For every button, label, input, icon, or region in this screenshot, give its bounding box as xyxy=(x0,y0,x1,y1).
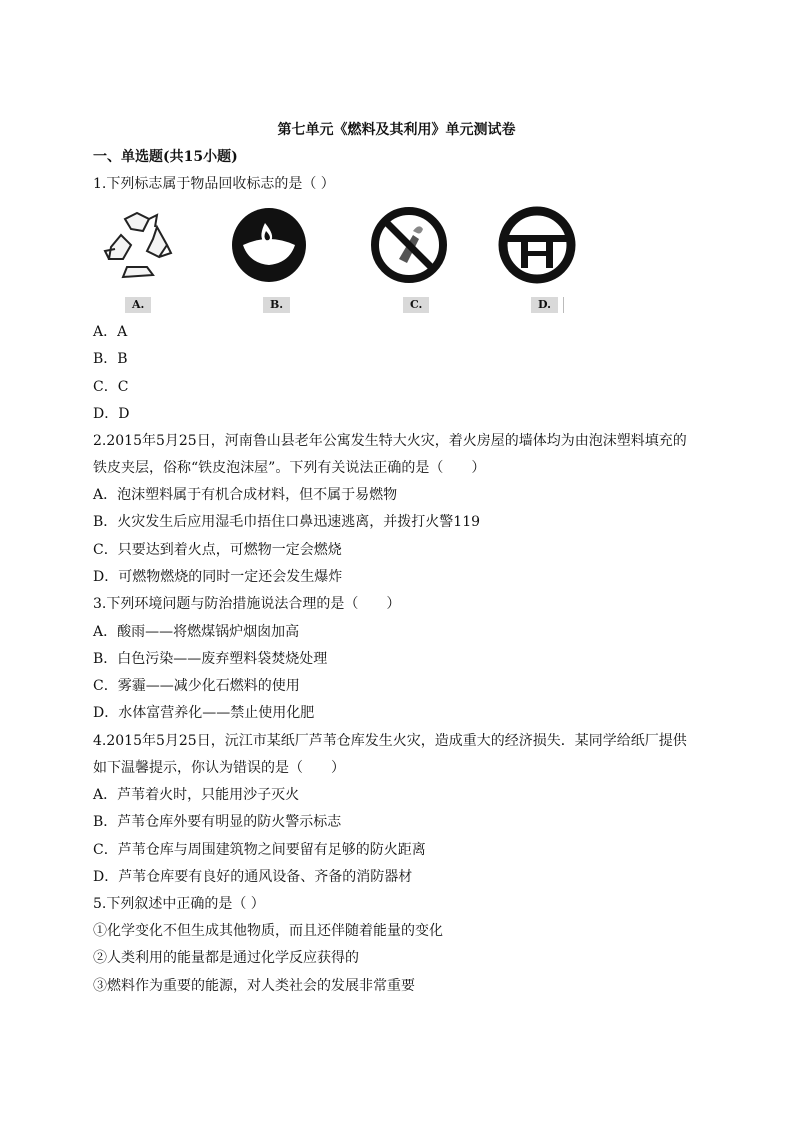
q3-stem: 3.下列环境问题与防治措施说法合理的是（ ） xyxy=(93,596,401,612)
q5-item-2: ②人类利用的能量都是通过化学反应获得的 xyxy=(93,950,359,966)
q4-option-b: B．芦苇仓库外要有明显的防火警示标志 xyxy=(93,814,342,830)
q5-item-3: ③燃料作为重要的能源，对人类社会的发展非常重要 xyxy=(93,978,415,994)
q1-option-b: B．B xyxy=(93,351,128,367)
q2-option-c: C．只要达到着火点，可燃物一定会燃烧 xyxy=(93,542,342,558)
caption-divider xyxy=(563,297,564,313)
q4-stem-line1: 4.2015年5月25日，沅江市某纸厂芦苇仓库发生火灾，造成重大的经济损失．某同学给纸厂提供 xyxy=(93,733,687,749)
q1-option-a: A．A xyxy=(93,324,128,340)
water-saving-icon xyxy=(229,205,309,285)
q2-option-d: D．可燃物燃烧的同时一定还会发生爆炸 xyxy=(93,569,343,585)
q3-option-d: D．水体富营养化——禁止使用化肥 xyxy=(93,705,315,721)
section-heading: 一、单选题(共15小题) xyxy=(93,149,238,165)
q2-option-a: A．泡沫塑料属于有机合成材料，但不属于易燃物 xyxy=(93,487,398,503)
recycle-icon xyxy=(97,205,177,285)
q2-stem-line2: 铁皮夹层，俗称“铁皮泡沫屋”。下列有关说法正确的是（ ） xyxy=(93,460,486,476)
q5-item-1: ①化学变化不但生成其他物质，而且还伴随着能量的变化 xyxy=(93,923,443,939)
q5-stem: 5.下列叙述中正确的是（ ） xyxy=(93,896,265,912)
q2-stem-line1: 2.2015年5月25日，河南鲁山县老年公寓发生特大火灾，着火房屋的墙体均为由泡沫塑料填充的 xyxy=(93,433,687,449)
q4-option-c: C．芦苇仓库与周围建筑物之间要留有足够的防火距离 xyxy=(93,842,426,858)
figure-label-d: D. xyxy=(531,297,558,313)
q1-stem: 1.下列标志属于物品回收标志的是（ ） xyxy=(93,176,335,192)
figure-label-c: C. xyxy=(403,297,429,313)
q4-option-a: A．芦苇着火时，只能用沙子灭火 xyxy=(93,787,300,803)
q3-option-b: B．白色污染——废弃塑料袋焚烧处理 xyxy=(93,651,328,667)
q2-option-b: B．火灾发生后应用湿毛巾捂住口鼻迅速逃离，并拨打火警119 xyxy=(93,514,481,530)
no-fireworks-icon xyxy=(369,205,449,285)
figure-label-a: A. xyxy=(125,297,151,313)
q3-option-a: A．酸雨——将燃煤锅炉烟囱加高 xyxy=(93,624,300,640)
q4-option-d: D．芦苇仓库要有良好的通风设备、齐备的消防器材 xyxy=(93,869,413,885)
q1-option-c: C．C xyxy=(93,379,129,395)
q1-figures xyxy=(93,205,593,315)
page-title: 第七单元《燃料及其利用》单元测试卷 xyxy=(277,122,516,138)
figure-label-b: B. xyxy=(263,297,290,313)
q4-stem-line2: 如下温馨提示，你认为错误的是（ ） xyxy=(93,760,345,776)
q1-option-d: D．D xyxy=(93,406,130,422)
q3-option-c: C．雾霾——减少化石燃料的使用 xyxy=(93,678,300,694)
building-icon xyxy=(497,205,577,285)
